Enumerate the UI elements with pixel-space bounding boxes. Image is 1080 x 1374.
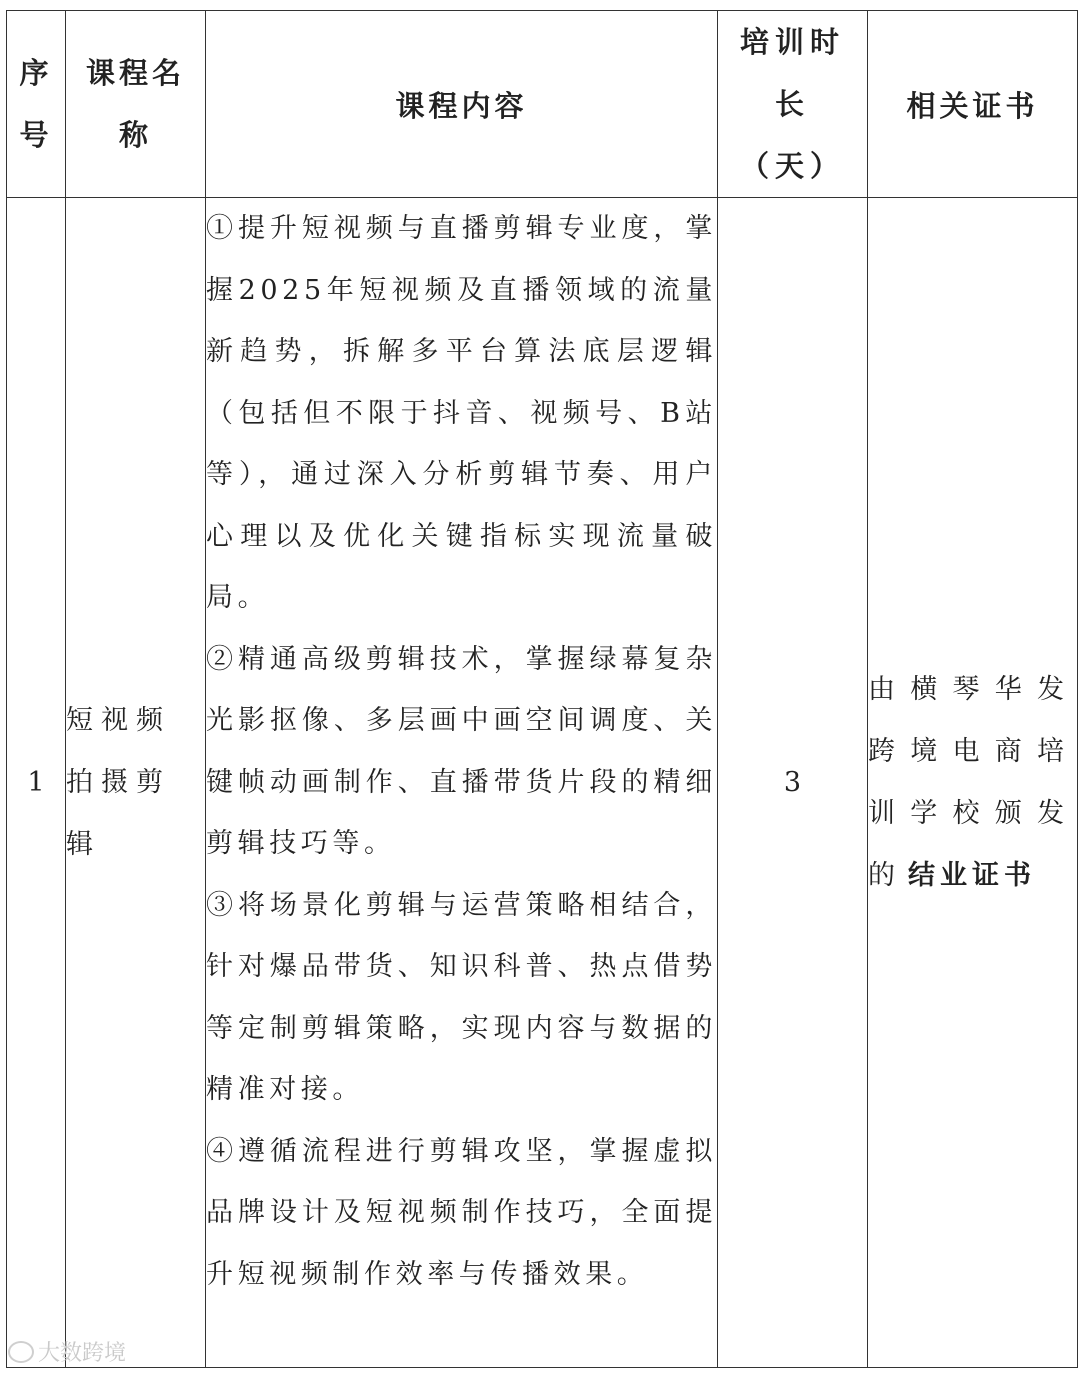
header-course-name-line: 称 bbox=[118, 118, 152, 152]
header-course-content: 课程内容 bbox=[206, 11, 718, 198]
header-duration-line: 培训时 bbox=[739, 25, 845, 59]
table-row bbox=[7, 198, 1078, 1368]
course-table bbox=[6, 10, 1078, 1368]
watermark bbox=[8, 1336, 126, 1367]
header-course-name bbox=[66, 11, 206, 198]
content-item: ③将场景化剪辑与运营策略相结合，针对爆品带货、知识科普、热点借势等定制剪辑策略，实现内容与数据的精准对接。 bbox=[206, 889, 717, 1105]
header-seq-line: 序 bbox=[19, 56, 53, 90]
certificate-text: 由横琴华发跨境电商培训学校颁发的 bbox=[868, 673, 1077, 891]
cell-course-content bbox=[206, 198, 718, 1368]
header-duration-line: （天） bbox=[739, 149, 845, 183]
watermark-text: 大数跨境 bbox=[38, 1341, 127, 1366]
cell-duration: 3 bbox=[718, 198, 868, 1368]
header-duration bbox=[718, 11, 868, 198]
cell-course-name bbox=[66, 198, 206, 1368]
header-course-name-line: 课程名 bbox=[85, 56, 185, 90]
certificate-name: 结业证书 bbox=[908, 859, 1036, 891]
course-name-line: 短视频 bbox=[66, 704, 171, 736]
content-item: ②精通高级剪辑技术，掌握绿幕复杂光影抠像、多层画中画空间调度、关键帧动画制作、直播带货片段的精细剪辑技巧等。 bbox=[206, 643, 717, 859]
header-seq bbox=[7, 11, 66, 198]
header-seq-line: 号 bbox=[19, 118, 53, 152]
cell-seq: 1 bbox=[7, 198, 66, 1368]
header-certificate: 相关证书 bbox=[868, 11, 1078, 198]
cell-certificate bbox=[868, 198, 1078, 1368]
header-duration-line: 长 bbox=[774, 87, 810, 121]
course-name-line: 辑 bbox=[66, 828, 101, 860]
header-row bbox=[7, 11, 1078, 198]
brand-logo-icon bbox=[8, 1341, 34, 1363]
content-item: ④遵循流程进行剪辑攻坚，掌握虚拟品牌设计及短视频制作技巧，全面提升短视频制作效率与传播效果。 bbox=[206, 1135, 717, 1290]
course-name-line: 拍摄剪 bbox=[66, 766, 171, 798]
content-item: ①提升短视频与直播剪辑专业度，掌握2025年短视频及直播领域的流量新趋势，拆解多平台算法底层逻辑（包括但不限于抖音、视频号、B站等），通过深入分析剪辑节奏、用户心理以及优化关键指标实现流量破局。 bbox=[206, 213, 717, 613]
